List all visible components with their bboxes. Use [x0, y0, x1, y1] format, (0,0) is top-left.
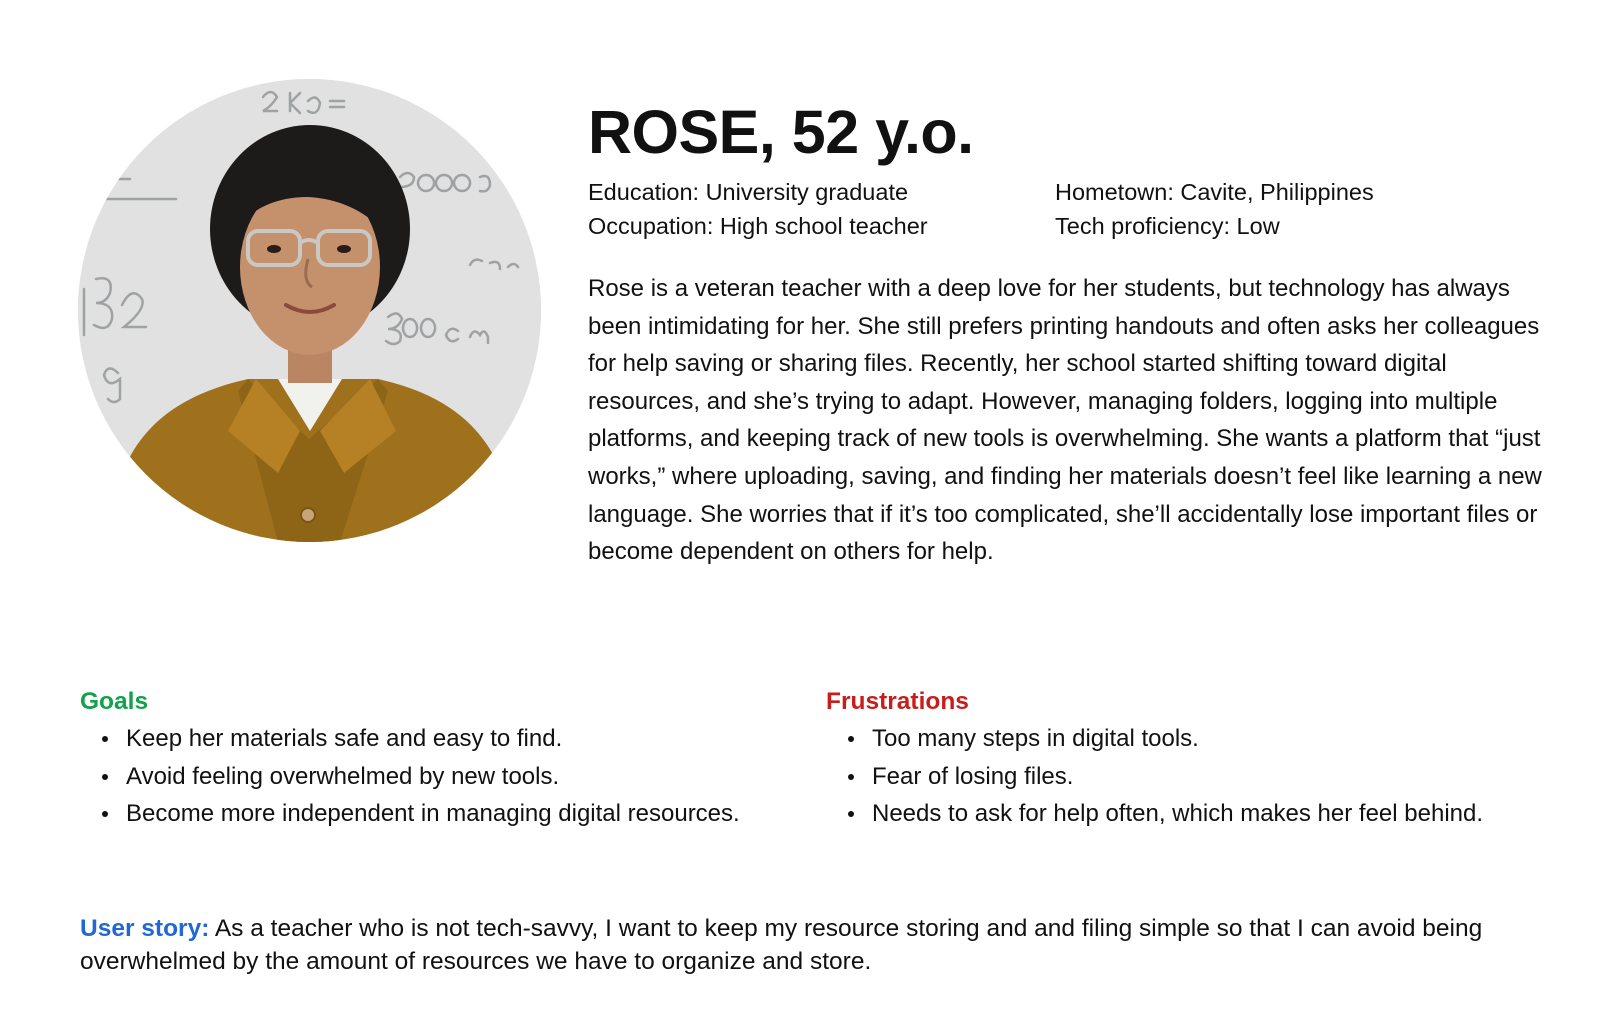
- persona-bio: Rose is a veteran teacher with a deep love for her students, but technology has always been intimidating for her. She still prefers printing handouts and often asks her colleagues for help saving or sharing files. Recently, her school started shifting toward digital resources, and she’s trying to adapt. However, managing folders, logging into multiple platforms, and keeping track of new tools is overwhelming. She wants a platform that “just works,” where uploading, saving, and finding her materials doesn’t feel like learning a new language. She worries that if it’s too complicated, she’ll accidentally lose important files or become dependent on others for help.: [588, 275, 1542, 566]
- persona-photo: [78, 79, 541, 542]
- facts-column-left: [588, 175, 928, 243]
- frustration-item: Fear of losing files.: [872, 758, 1526, 796]
- user-story-text: As a teacher who is not tech-savvy, I want to keep my resource storing and and filing simple so that I can avoid being overwhelmed by the amount of resources we have to organize and store.: [80, 915, 1483, 975]
- user-story-label: User story:: [80, 915, 210, 942]
- education-fact: Education: University graduate: [588, 179, 909, 205]
- goal-item: Keep her materials safe and easy to find.: [126, 720, 780, 758]
- frustration-item: Too many steps in digital tools.: [872, 720, 1526, 758]
- tech-proficiency-fact: Tech proficiency: Low: [1055, 213, 1280, 239]
- frustrations-list: [826, 720, 1526, 833]
- goals-heading: Goals: [80, 688, 149, 715]
- frustration-item: Needs to ask for help often, which makes her feel behind.: [872, 795, 1526, 833]
- goal-item: Avoid feeling overwhelmed by new tools.: [126, 758, 780, 796]
- goals-list: [80, 720, 780, 833]
- persona-name: ROSE, 52 y.o.: [588, 98, 974, 166]
- hometown-fact: Hometown: Cavite, Philippines: [1055, 179, 1374, 205]
- user-story: [80, 912, 1530, 978]
- goal-item: Become more independent in managing digital resources.: [126, 795, 780, 833]
- occupation-fact: Occupation: High school teacher: [588, 213, 928, 239]
- frustrations-section: [826, 683, 1526, 833]
- goals-section: [80, 683, 780, 833]
- portrait-illustration: [78, 79, 541, 542]
- facts-column-right: [1055, 175, 1374, 243]
- frustrations-heading: Frustrations: [826, 688, 969, 715]
